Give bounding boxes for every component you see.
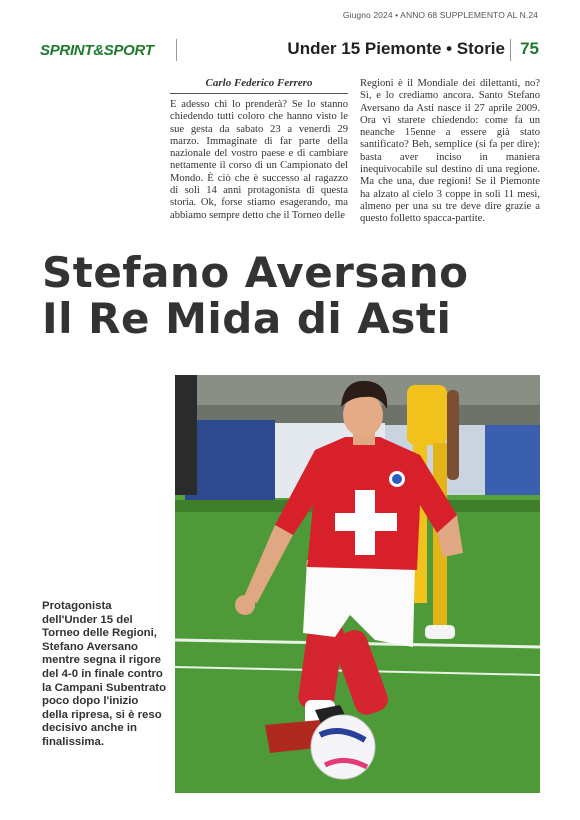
header-divider (176, 39, 177, 61)
article-column-1: E adesso chi lo prenderà? Se lo stanno chiedendo tutti coloro che hanno visto le sue gesta da sabato 23 a venerdì 29 marzo. Immaginate di far parte della nazionale del vostro paese e di cambiare nettamente il corso di un Campionato del Mondo. È ciò che è successo al ragazzo di soli 14 anni protagonista di questa storia. Ok, forse stiamo esagerando, ma abbiamo sempre detto che il Torneo delle (170, 99, 348, 221)
dateline: Giugno 2024 • ANNO 68 SUPPLEMENTO AL N.24 (342, 10, 538, 20)
soccer-ball (311, 715, 375, 779)
headline-line-2: Il Re Mida di Asti (42, 294, 452, 343)
author-byline: Carlo Federico Ferrero (205, 77, 313, 89)
page-number: 75 (520, 39, 539, 58)
page-header (40, 36, 539, 62)
photo-caption: Protagonista dell'Under 15 del Torneo delle Regioni, Stefano Aversano mentre segna il rigore del 4-0 in finale contro la Campani Subentrato poco dopo l'inizio della ripresa, si è reso decisivo anche in finalissima. (42, 600, 167, 748)
article-headline (42, 250, 562, 342)
article-column-2: Regioni è il Mondiale dei dilettanti, no? Sì, e lo crediamo ancora. Santo Stefano Aversano da Asti nasce il 27 aprile 2009. Ora vi starete chiedendo: come fa un neanche 15enne a essere già stato santificato? Beh, semplice (si fa per dire): basta aver inciso in maniera inequivocabile sul destino di una regione. Ma che una, due regioni! Se il Piemonte ha alzato al cielo 3 coppe in soli 11 mesi, almeno per una su tre deve dire grazie a questo folletto spacca-partite. (360, 78, 540, 225)
byline-rule (170, 93, 348, 94)
section-title: Under 15 Piemonte • Storie (287, 39, 505, 58)
publication-logo: SPRINT&SPORT (40, 42, 154, 59)
page-number-divider (510, 39, 511, 61)
headline-line-1: Stefano Aversano (42, 248, 469, 297)
player-photo (175, 375, 540, 793)
